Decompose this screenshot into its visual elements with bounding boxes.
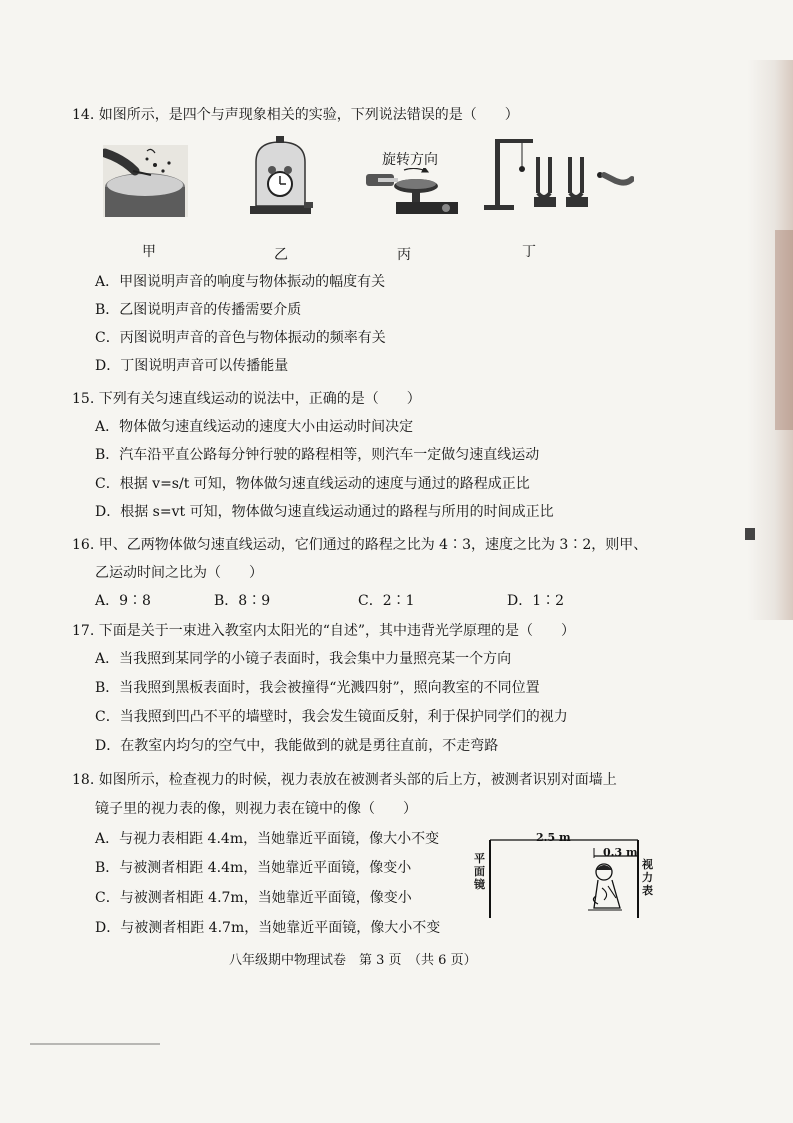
q17-stem: 17. 下面是关于一束进入教室内太阳光的“自述”，其中违背光学原理的是（ ） xyxy=(72,623,576,639)
q17-option-c: C．当我照到凹凸不平的墙壁时，我会发生镜面反射，利于保护同学们的视力 xyxy=(95,709,568,725)
q18-option-a: A．与视力表相距 4.4m，当她靠近平面镜，像大小不变 xyxy=(95,831,440,847)
q15-option-a: A．物体做匀速直线运动的速度大小由运动时间决定 xyxy=(95,419,414,435)
q15-stem: 15. 下列有关匀速直线运动的说法中，正确的是（ ） xyxy=(72,391,421,407)
page-edge-tab xyxy=(775,230,793,430)
q14-option-c: C．丙图说明声音的音色与物体振动的频率有关 xyxy=(95,330,386,346)
q15-option-d: D．根据 s=vt 可知，物体做匀速直线运动通过的路程与所用的时间成正比 xyxy=(95,504,554,520)
q16-stem-line1: 16. 甲、乙两物体做匀速直线运动，它们通过的路程之比为 4∶3，速度之比为 3∶2，则甲、 xyxy=(72,537,648,553)
q14-image-yi xyxy=(248,136,313,218)
q17-option-b: B．当我照到黑板表面时，我会被撞得“光溅四射”，照向教室的不同位置 xyxy=(95,680,540,696)
q14-option-d: D．丁图说明声音可以传播能量 xyxy=(95,358,289,374)
bottom-scan-mark xyxy=(30,1043,160,1045)
q14-caption-yi: 乙 xyxy=(274,247,288,263)
q14-option-b: B．乙图说明声音的传播需要介质 xyxy=(95,302,302,318)
q15-option-c: C．根据 v=s/t 可知，物体做匀速直线运动的速度与通过的路程成正比 xyxy=(95,476,530,492)
q14-image-jia xyxy=(103,145,188,217)
q14-caption-jia: 甲 xyxy=(142,244,156,260)
q16-stem-line2: 乙运动时间之比为（ ） xyxy=(95,565,263,581)
q18-dist-short: 0.3 m xyxy=(603,846,638,859)
q14-image-bing xyxy=(366,168,460,218)
q18-option-c: C．与被测者相距 4.7m，当她靠近平面镜，像变小 xyxy=(95,890,412,906)
page-edge-mark xyxy=(745,528,755,540)
q18-option-d: D．与被测者相距 4.7m，当她靠近平面镜，像大小不变 xyxy=(95,920,441,936)
page-footer: 八年级期中物理试卷 第 3 页 （共 6 页） xyxy=(229,953,477,968)
q16-option-a: A．9∶8 xyxy=(95,593,151,609)
q18-dist-total: 2.5 m xyxy=(536,831,571,844)
q18-stem-line2: 镜子里的视力表的像，则视力表在镜中的像（ ） xyxy=(95,801,417,817)
q17-option-d: D．在教室内均匀的空气中，我能做到的就是勇往直前，不走弯路 xyxy=(95,738,499,754)
q14-image-ding xyxy=(484,137,634,211)
q14-stem: 14. 如图所示，是四个与声现象相关的实验，下列说法错误的是（ ） xyxy=(72,107,519,123)
q14-rotate-label: 旋转方向 xyxy=(382,152,438,168)
q18-option-b: B．与被测者相距 4.4m，当她靠近平面镜，像变小 xyxy=(95,860,412,876)
q14-caption-ding: 丁 xyxy=(522,244,536,260)
q14-option-a: A．甲图说明声音的响度与物体振动的幅度有关 xyxy=(95,274,386,290)
q14-caption-bing: 丙 xyxy=(397,247,411,263)
q18-mirror-label: 平面镜 xyxy=(474,852,485,891)
q18-chart-label: 视力表 xyxy=(642,858,653,897)
q16-option-d: D．1∶2 xyxy=(507,593,565,609)
q18-stem-line1: 18. 如图所示，检查视力的时候，视力表放在被测者头部的后上方，被测者识别对面墙上 xyxy=(72,772,617,788)
q16-option-b: B．8∶9 xyxy=(214,593,271,609)
q16-option-c: C．2∶1 xyxy=(358,593,415,609)
q17-option-a: A．当我照到某同学的小镜子表面时，我会集中力量照亮某一个方向 xyxy=(95,651,512,667)
q15-option-b: B．汽车沿平直公路每分钟行驶的路程相等，则汽车一定做匀速直线运动 xyxy=(95,447,540,463)
